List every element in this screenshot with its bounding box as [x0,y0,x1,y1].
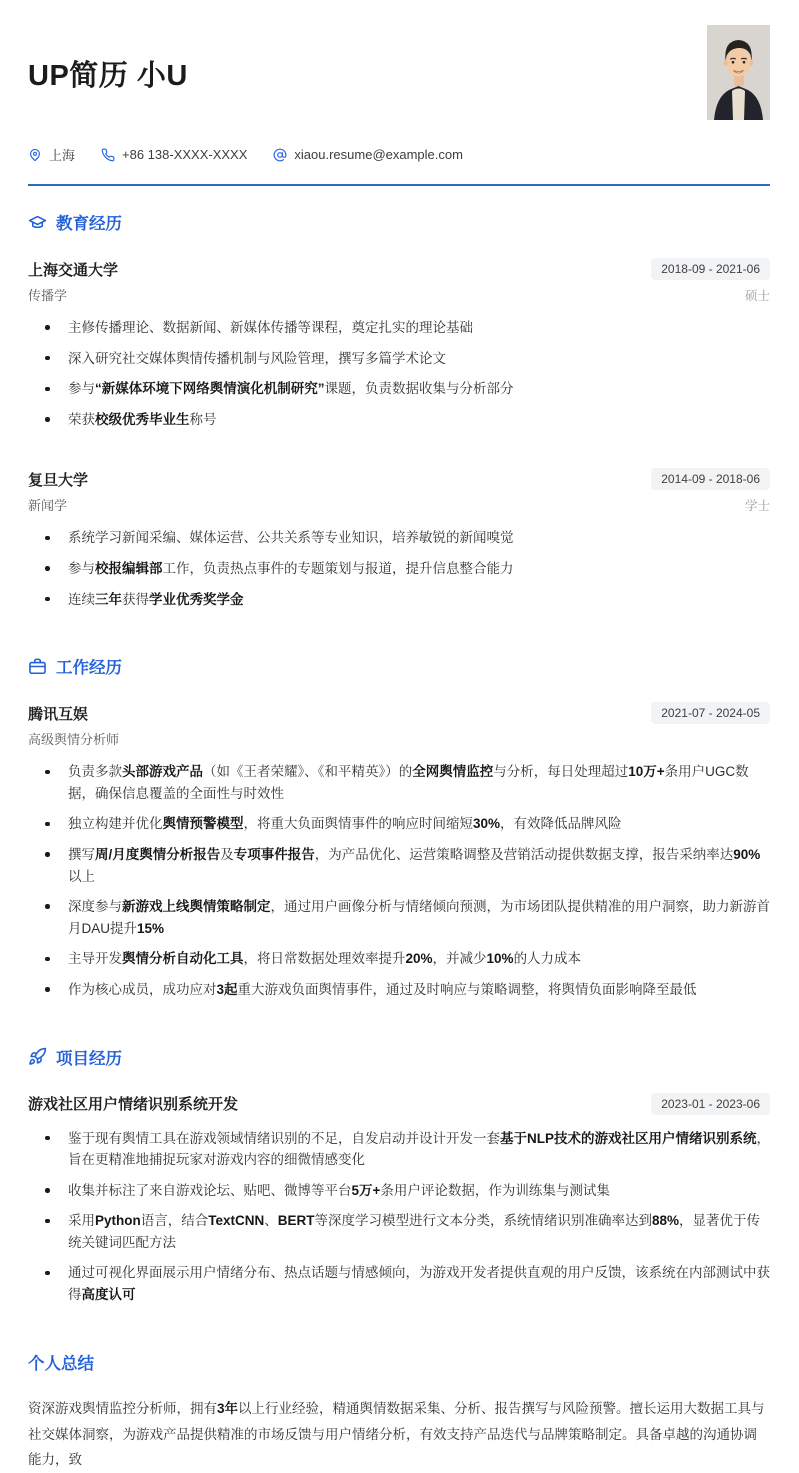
text-segment-bold: 新游戏上线舆情策略制定 [122,899,271,915]
text-segment: 连续 [68,591,95,607]
text-segment: 收集并标注了来自游戏论坛、贴吧、微博等平台 [68,1182,352,1198]
entry-head [28,258,770,280]
text-segment: 、 [264,1213,278,1229]
text-segment: 重大游戏负面舆情事件，通过及时响应与策略调整，将舆情负面影响降至最低 [237,981,697,997]
bullet-item [45,813,770,835]
text-segment-bold: 30% [473,816,501,832]
bullet-list [28,317,770,430]
text-segment-bold: 校报编辑部 [95,560,163,576]
bullet-list [28,527,770,610]
text-segment: 参与 [68,560,95,576]
text-segment: ，将日常数据处理效率提升 [243,951,406,967]
text-segment: 资深游戏舆情监控分析师，拥有 [28,1400,217,1416]
text-segment: 以上行业经验，精通舆情数据采集、分析、报告撰写与风险预警。擅长运用大数据工具与社交媒体洞察，为游戏产品提供精准的市场反馈与用户情绪分析，有效支持产品迭代与品牌策略制定。具备卓越的沟通协调能力，致 [28,1400,765,1468]
text-segment-bold: 10% [486,951,514,967]
section-education [28,210,770,610]
text-segment: ，有效降低品牌风险 [500,816,622,832]
bullet-item [45,527,770,549]
sections-container [28,210,770,1473]
contact-text: xiaou.resume@example.com [294,147,463,162]
bullet-item [45,979,770,1001]
entry-subrow [28,729,770,748]
text-segment-bold: 3年 [217,1400,239,1416]
briefcase-icon [28,657,47,676]
section-projects [28,1045,770,1306]
bullet-item [45,409,770,431]
text-segment: 及 [220,846,234,862]
bullet-list [28,1128,770,1306]
text-segment-bold: 舆情预警模型 [162,816,244,832]
date-badge: 2021-07 - 2024-05 [651,702,770,724]
entry-title: 上海交通大学 [28,261,119,279]
contact-text: +86 138-XXXX-XXXX [122,147,248,162]
text-segment-bold: 三年 [95,591,122,607]
at-icon [273,148,287,162]
text-segment: ，将重大负面舆情事件的响应时间缩短 [243,816,473,832]
bullet-item [45,948,770,970]
entry [28,258,770,430]
section-heading-work [28,654,770,678]
profile-photo [707,25,770,120]
contact-row [28,145,770,164]
text-segment: 撰写 [68,846,95,862]
profile-photo-illustration [707,25,770,120]
bullet-list [28,761,770,1000]
section-work [28,654,770,1000]
bullet-item [45,1180,770,1202]
entry-subrow [28,495,770,514]
text-segment-bold: 舆情分析自动化工具 [122,951,244,967]
text-segment: 系统学习新闻采编、媒体运营、公共关系等专业知识，培养敏锐的新闻嗅觉 [68,530,514,546]
text-segment: 通过可视化界面展示用户情绪分布、热点话题与情感倾向，为游戏开发者提供直观的用户反馈，该系统在内部测试中获得 [68,1265,770,1303]
text-segment-bold: 88% [652,1213,680,1229]
bullet-item [45,558,770,580]
bullet-item [45,378,770,400]
text-segment-bold: 90% [733,846,761,862]
bullet-item [45,761,770,804]
text-segment: （如《王者荣耀》、《和平精英》）的 [203,764,413,780]
section-title: 个人总结 [28,1354,94,1373]
location-icon [28,148,42,162]
resume-header [28,0,770,120]
text-segment-bold: 全网舆情监控 [412,764,494,780]
date-badge: 2023-01 - 2023-06 [651,1093,770,1115]
entry-degree: 学士 [744,498,770,513]
entry-head [28,468,770,490]
bullet-item [45,1128,770,1171]
text-segment-bold: 3起 [216,981,238,997]
text-segment: 工作，负责热点事件的专题策划与报道，提升信息整合能力 [162,560,514,576]
text-segment: 条用户UGC数据，确保信息覆盖的全面性与时效性 [68,764,749,801]
section-heading-summary [28,1350,770,1374]
entry-subrow [28,285,770,304]
text-segment: 负责多款 [68,764,122,780]
phone-icon [101,148,115,162]
text-segment: 与分析，每日处理超过 [493,764,629,780]
page-title: UP简历 小U [28,60,188,92]
section-summary [28,1350,770,1473]
text-segment: 参与 [68,381,95,397]
contact-email [273,147,463,162]
entry-title: 腾讯互娱 [28,705,89,723]
text-segment: 主修传播理论、数据新闻、新媒体传播等课程，奠定扎实的理论基础 [68,320,473,335]
text-segment-bold: 周/月度舆情分析报告 [95,846,221,862]
contact-phone [101,147,247,162]
header-left [28,25,707,94]
entry [28,702,770,1000]
entry-title: 复旦大学 [28,471,89,489]
rocket-icon [28,1047,47,1066]
bullet-item [45,317,770,339]
text-segment-bold: 头部游戏产品 [122,764,203,780]
text-segment: 语言，结合 [140,1213,209,1229]
text-segment: 获得 [122,591,149,607]
bullet-item [45,896,770,939]
entry [28,1093,770,1306]
entry [28,468,770,610]
text-segment-bold: 10万+ [628,764,665,780]
text-segment: 主导开发 [68,951,122,967]
text-segment: ，显著优于传统关键词匹配方法 [68,1213,761,1250]
entry-subtitle: 新闻学 [28,498,68,514]
contact-text: 上海 [49,148,76,163]
text-segment: 条用户评论数据，作为训练集与测试集 [380,1182,610,1198]
entry-subtitle: 高级舆情分析师 [28,732,120,748]
date-badge: 2018-09 - 2021-06 [651,258,770,280]
text-segment-bold: Python [95,1213,141,1229]
section-heading-projects [28,1045,770,1069]
text-segment: ，并减少 [432,951,487,967]
section-title: 教育经历 [56,215,122,233]
text-segment-bold: 15% [137,920,165,936]
graduation-cap-icon [28,213,47,232]
text-segment: 鉴于现有舆情工具在游戏领域情绪识别的不足，自发启动并设计开发一套 [68,1130,500,1146]
text-segment: 等深度学习模型进行文本分类，系统情绪识别准确率达到 [314,1213,653,1229]
entry-head [28,702,770,724]
text-segment: 深入研究社交媒体舆情传播机制与风险管理，撰写多篇学术论文 [68,350,446,366]
summary-paragraph [28,1396,770,1473]
contact-location [28,145,75,164]
text-segment: 的人力成本 [513,951,582,967]
text-segment: 课题，负责数据收集与分析部分 [324,381,514,397]
text-segment: ，旨在更精准地捕捉玩家对游戏内容的细微情感变化 [68,1130,770,1168]
entry-head [28,1093,770,1115]
text-segment: 称号 [189,411,217,427]
text-segment-bold: 学业优秀奖学金 [149,591,244,607]
text-segment-bold: 校级优秀毕业生 [95,411,190,427]
text-segment-bold: BERT [277,1213,315,1229]
bullet-item [45,589,770,611]
text-segment: ，为产品优化、运营策略调整及营销活动提供数据支撑，报告采纳率达 [314,846,734,862]
entry-title: 游戏社区用户情绪识别系统开发 [28,1096,239,1113]
bullet-item [45,348,770,370]
header-divider [28,184,770,186]
text-segment: 以上 [68,868,95,884]
text-segment-bold: 基于NLP技术的游戏社区用户情绪识别系统 [500,1130,757,1146]
text-segment-bold: “新媒体环境下网络舆情演化机制研究” [95,381,325,397]
text-segment: 深度参与 [68,899,122,915]
text-segment-bold: 高度认可 [81,1287,136,1303]
text-segment: 荣获 [68,411,95,427]
text-segment: ，通过用户画像分析与情绪倾向预测，为市场团队提供精准的用户洞察，助力新游首月DAU提升 [68,899,770,936]
entry-degree: 硕士 [744,288,770,303]
text-segment-bold: 专项事件报告 [233,846,315,862]
section-heading-education [28,210,770,234]
bullet-item [45,844,770,887]
bullet-item [45,1262,770,1305]
text-segment-bold: TextCNN [208,1213,265,1229]
entry-subtitle: 传播学 [28,288,68,303]
text-segment: 采用 [68,1213,95,1229]
text-segment-bold: 5万+ [351,1182,381,1198]
date-badge: 2014-09 - 2018-06 [651,468,770,490]
text-segment: 独立构建并优化 [68,816,163,832]
text-segment-bold: 20% [405,951,433,967]
section-title: 项目经历 [56,1049,122,1068]
text-segment: 作为核心成员，成功应对 [68,981,217,997]
section-title: 工作经历 [56,659,122,678]
bullet-item [45,1210,770,1253]
